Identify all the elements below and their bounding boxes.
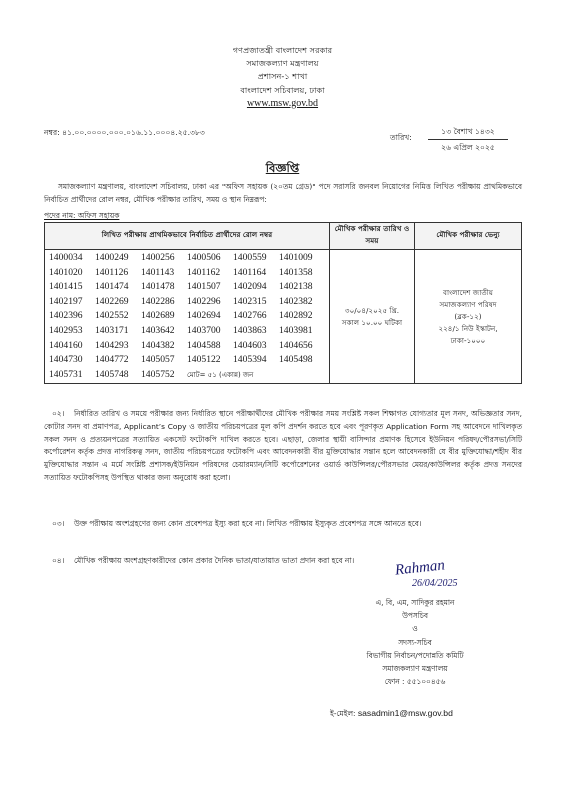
office-address: বাংলাদেশ সচিবালয়, ঢাকা [240, 84, 325, 95]
table-header-row [45, 223, 522, 250]
ministry-name: সমাজকল্যাণ মন্ত্রণালয় [246, 58, 319, 69]
roll-number: 1401164 [233, 266, 267, 278]
venue-line: বাংলাদেশ জাতীয় [442, 287, 494, 297]
roll-number: 1402396 [49, 310, 83, 322]
paragraph-text: নির্ধারিত তারিখ ও সময়ে পরীক্ষার জন্য নির্ধারিত স্থানে পরীক্ষার্থীদের মৌখিক পরীক্ষার সময় সংশ্লিষ্ট সকল শিক্ষাগত যোগ্যতার মূল সনদ, অভিজ্ঞতার সনদ, কোটার সনদ বা প্রমাণপত্র, Applicant’s Copy ও জাতীয় পরিচয়পত্রের মূল কপি প্রদর্শন করতে হবে এবং পূরণকৃত Application Form সহ আবেদনে দাখিলকৃত সকল সনদ ও প্রত্যয়নপত্রের সত্যায়িত একসেট ফটোকপি দাখিল করতে হবে। এছাড়া, জেলার স্থায়ী বাসিন্দার প্রমাণক হিসেবে ইউনিয়ন পরিষদ/পৌরসভা/সিটি কর্পোরেশন কর্তৃক প্রদত্ত নাগরিকত্ব সনদ, জাতীয় পরিচয়পত্রের ফটোকপি এবং আবেদনকারী বীর মুক্তিযোদ্ধার সন্তান হলে আবেদনকারী যে বীর মুক্তিযোদ্ধা/শহীদ বীর মুক্তিযোদ্ধার সন্তান এ মর্মে সংশ্লিষ্ট প্রশাসক/ইউনিয়ন পরিষদের চেয়ারম্যান/সিটি কর্পোরেশনের ওয়ার্ড কাউন্সিলর/পৌরসভার মেয়র/কাউন্সিলর কর্তৃক প্রদত্ত সনদের সত্যায়িত ফটোকপিসহ উপস্থিত থাকার জন্য অনুরোধ করা হলো। [44, 409, 522, 482]
instruction-paragraph-4 [44, 555, 522, 568]
email-address[interactable]: sasadmin1@msw.gov.bd [357, 708, 453, 718]
date-divider [428, 139, 508, 140]
roll-number: 1403700 [187, 324, 221, 336]
roll-number: 1401474 [95, 281, 129, 293]
instruction-paragraph-2 [44, 408, 522, 485]
results-table [44, 222, 522, 384]
roll-number: 1402269 [95, 295, 129, 307]
roll-number: 1405752 [141, 368, 175, 380]
instruction-paragraph-3 [44, 518, 522, 531]
paragraph-text: মৌখিক পরীক্ষায় অংশগ্রহণকারীদের কোন প্রকার দৈনিক ভাতা/যাতায়াত ভাতা প্রদান করা হবে না। [74, 556, 355, 565]
roll-number: 1402138 [279, 281, 313, 293]
handwritten-date: 26/04/2025 [412, 578, 458, 589]
venue-line: ২২৪/১ নিউ ইস্কাটন, [438, 323, 498, 333]
section-name: প্রশাসন-১ শাখা [257, 71, 308, 82]
committee-name: বিভাগীয় নির্বাচন/পদোন্নতি কমিটি [366, 650, 464, 660]
roll-number: 1404382 [141, 339, 175, 351]
venue-line: ঢাকা-১০০০ [450, 335, 486, 345]
roll-number: 1404603 [233, 339, 267, 351]
date-block [428, 125, 508, 154]
memo-number: নম্বর: ৪১.০০.০০০০.০০০.০১৬.১১.০০০৪.২৫.৩৮৩ [44, 128, 205, 137]
roll-number: 1402197 [49, 295, 83, 307]
roll-numbers-cell [45, 250, 330, 384]
signatory-role: সদস্য-সচিব [398, 637, 432, 647]
roll-number: 1402315 [233, 295, 267, 307]
paragraph-number: ০২। [52, 409, 65, 418]
roll-number: 1404656 [279, 339, 313, 351]
signatory-ministry: সমাজকল্যাণ মন্ত্রণালয় [382, 664, 448, 674]
roll-number: 1400034 [49, 252, 83, 263]
roll-number: 1405748 [95, 368, 129, 380]
venue-line: (ব্লক-১২) [454, 311, 482, 321]
roll-number: 1400249 [95, 252, 129, 263]
total-count: মোট= ৫১ (একান্ন) জন [187, 370, 254, 379]
roll-number: 1402689 [141, 310, 175, 322]
govt-name: গণপ্রজাতন্ত্রী বাংলাদেশ সরকার [232, 45, 333, 55]
header-venue: মৌখিক পরীক্ষার ভেন্যু [415, 223, 522, 250]
email-label: ই-মেইল: [330, 709, 356, 718]
roll-number: 1404293 [95, 339, 129, 351]
roll-grid [49, 252, 325, 381]
exam-datetime-cell [330, 250, 415, 384]
roll-number: 1405122 [187, 354, 221, 366]
roll-number: 1401126 [95, 266, 129, 278]
roll-number: 1404730 [49, 354, 83, 366]
roll-number: 1402552 [95, 310, 129, 322]
roll-number: 1403863 [233, 324, 267, 336]
roll-number: 1401143 [141, 266, 175, 278]
roll-number: 1401020 [49, 266, 83, 278]
paragraph-text: উক্ত পরীক্ষায় অংশগ্রহণের জন্য কোন প্রবেশপত্র ইস্যু করা হবে না। লিখিত পরীক্ষায় ইস্যুকৃত প্রবেশপত্র সঙ্গে আনতে হবে। [74, 519, 422, 528]
conjunction: ও [412, 624, 418, 634]
roll-number: 1400256 [141, 252, 175, 263]
roll-number: 1405498 [279, 354, 313, 366]
roll-number: 1404772 [95, 354, 129, 366]
roll-number: 1403642 [141, 324, 175, 336]
roll-number: 1405394 [233, 354, 267, 366]
roll-number: 1401507 [187, 281, 221, 293]
paragraph-number: ০৪। [52, 556, 65, 565]
date-english: ২৬ এপ্রিল ২০২৫ [441, 143, 495, 152]
phone-number: ফোন : ৫৫১০০৪৫৬ [384, 677, 446, 687]
roll-number: 1401009 [279, 252, 313, 263]
header-roll-numbers: লিখিত পরীক্ষায় প্রাথমিকভাবে নির্বাচিত প্রার্থীদের রোল নম্বর [45, 223, 330, 250]
header-exam-date: মৌখিক পরীক্ষার তারিখ ও সময় [330, 223, 415, 250]
roll-number: 1402286 [141, 295, 175, 307]
roll-number: 1403171 [95, 324, 129, 336]
roll-number: 1402094 [233, 281, 267, 293]
date-label: তারিখ: [390, 133, 412, 142]
roll-number: 1405057 [141, 354, 175, 366]
roll-number: 1403981 [279, 324, 313, 336]
date-bangla: ১৩ বৈশাখ ১৪৩২ [441, 127, 495, 136]
roll-number: 1402892 [279, 310, 313, 322]
post-name: পদের নাম: অফিস সহায়ক [44, 211, 120, 220]
roll-number: 1401478 [141, 281, 175, 293]
roll-number: 1402766 [233, 310, 267, 322]
email-line [330, 708, 453, 721]
table-row [45, 250, 522, 384]
intro-paragraph: সমাজকল্যাণ মন্ত্রণালয়, বাংলাদেশ সচিবালয়, ঢাকা এর "অফিস সহায়ক (২০তম গ্রেড)" পদে সরাসরি জনবল নিয়োগের নিমিত্ত লিখিত পরীক্ষায় প্রাথমিকভাবে নির্বাচিত প্রার্থীদের রোল নম্বর, মৌখিক পরীক্ষার তারিখ, সময় ও স্থান নিম্নরূপ: [44, 182, 522, 204]
paragraph-number: ০৩। [52, 519, 65, 528]
roll-number: 1401415 [49, 281, 83, 293]
roll-number: 1402382 [279, 295, 313, 307]
roll-number: 1400559 [233, 252, 267, 263]
exam-time: সকাল ১০.০০ ঘটিকা [341, 317, 403, 327]
signatory-designation: উপসচিব [402, 611, 428, 621]
venue-cell [415, 250, 522, 384]
letterhead [0, 44, 565, 110]
roll-number: 1402694 [187, 310, 221, 322]
roll-number: 1404588 [187, 339, 221, 351]
roll-number: 1405731 [49, 368, 83, 380]
venue-line: সমাজকল্যাণ পরিষদ [439, 299, 497, 309]
handwritten-signature: Rahman [394, 557, 446, 579]
signatory-name: এ, বি, এম, সাদিকুর রহমান [375, 598, 455, 607]
exam-date: ৩০/০৪/২০২৫ খ্রি. [344, 305, 400, 315]
signature-block [300, 596, 530, 688]
website-link[interactable]: www.msw.gov.bd [246, 97, 319, 109]
roll-number: 1402296 [187, 295, 221, 307]
roll-number: 1401358 [279, 266, 313, 278]
notice-title: বিজ্ঞপ্তি [265, 161, 300, 175]
roll-number: 1400506 [187, 252, 221, 263]
roll-number: 1401162 [187, 266, 221, 278]
roll-number: 1402953 [49, 324, 83, 336]
roll-number: 1404160 [49, 339, 83, 351]
